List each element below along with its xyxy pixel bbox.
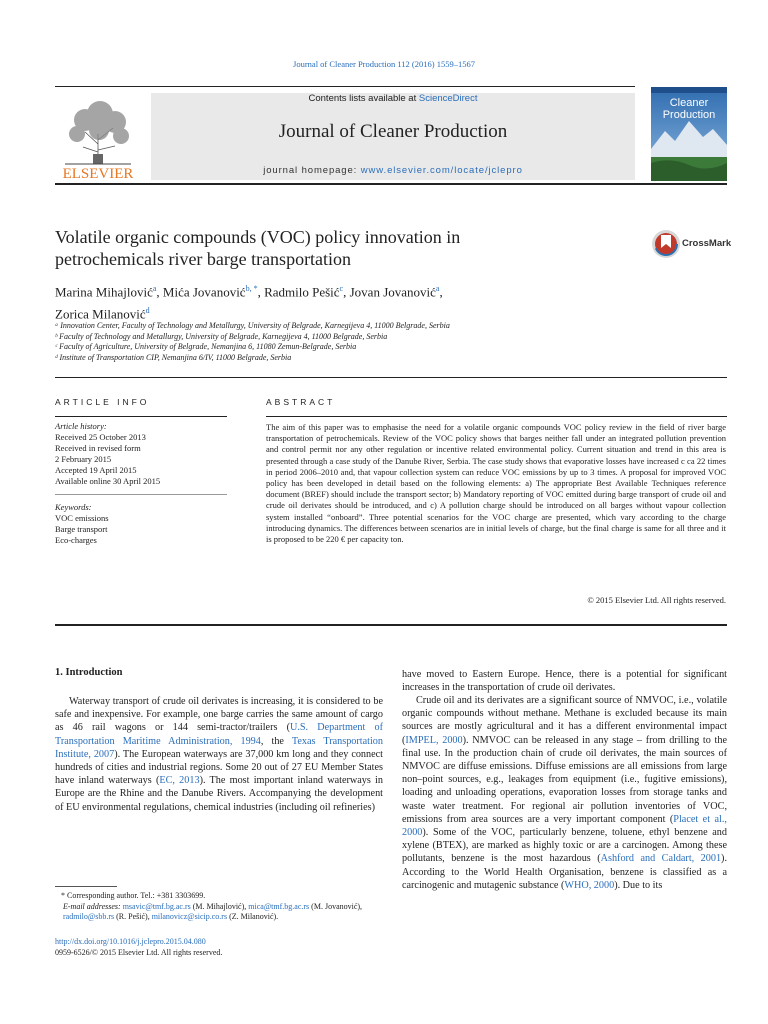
intro-paragraph-continued: have moved to Eastern Europe. Hence, there is a potential for significant increases in the transportation of crude oil derivates.	[402, 669, 727, 694]
author-name[interactable]: Mića Jovanović	[162, 284, 246, 300]
email-link[interactable]: milanovicz@sicip.co.rs	[151, 912, 228, 921]
crossmark-label: CrossMark	[682, 238, 732, 249]
email-link[interactable]: msavic@tmf.bg.ac.rs	[122, 901, 191, 911]
citation-link[interactable]: IMPEL, 2000	[405, 734, 463, 746]
header-rule-bottom	[55, 183, 727, 185]
elsevier-logo[interactable]	[55, 92, 141, 180]
history-item: Accepted 19 April 2015	[55, 465, 137, 475]
article-title-line2: petrochemicals river barge transportation	[55, 249, 352, 269]
cover-title-line1: Cleaner	[669, 97, 709, 109]
paragraph-text: , the	[260, 735, 292, 747]
journal-homepage-line	[151, 165, 635, 176]
header-rule-top	[55, 86, 635, 87]
article-info-rule	[55, 416, 227, 417]
section-rule-top	[55, 377, 727, 378]
keyword-item: Barge transport	[55, 524, 108, 534]
footnote-rule	[55, 886, 117, 887]
email-addresses	[55, 902, 383, 923]
author-name[interactable]: Radmilo Pešić	[264, 284, 340, 300]
citation-link[interactable]: WHO, 2000	[564, 879, 615, 891]
footnotes	[55, 891, 383, 923]
email-owner: (M. Mihajlović),	[190, 901, 249, 911]
paragraph-text: ). The European waterways are 37,000 km long and they connect hundreds of cities and industrial regions. Some 20 out of 27 EU Member States have inland waterways (	[55, 748, 383, 787]
author-separator: ,	[439, 284, 443, 300]
paragraph-text: ). The most important inland waterways in Europe are the Rhine and the Danube Rivers. Accompanying the development of EU environmental regulations, chemical industries (including oil refineries)	[55, 775, 383, 813]
paragraph-text: ). According to the World Health Organisation, benzene is classified as a carcinogenic and mutagenic substance (	[402, 853, 727, 891]
bottom-matter	[55, 937, 222, 958]
keyword-item: VOC emissions	[55, 513, 109, 523]
keywords-label: Keywords:	[55, 502, 92, 512]
keyword-item: Eco-charges	[55, 535, 97, 545]
elsevier-wordmark: ELSEVIER	[62, 166, 134, 180]
email-owner: (M. Jovanović),	[311, 901, 363, 911]
doi-link[interactable]: http://dx.doi.org/10.1016/j.jclepro.2015.04.080	[55, 937, 206, 946]
paragraph-text: ). NMVOC can be released in any stage – from drilling to the final use. In the production chain of crude oil derivates, the main sources of NMVOC are diffuse emissions. Diffuse emissions are all emissions from large non–point sources, e.g., leakages from equipment (i.e., fugitive emissions), loading and unloading operations, evaporation losses from storage tanks and waste water treatment. For regional air pollution inventories of VOC, emissions from area sources are a very important component (	[402, 734, 728, 825]
paragraph-text: ). Some of the VOC, particularly benzene, toluene, ethyl benzene and xylene (BTEX), are marked as highly toxic or are a carcinogen. Among these pollutants, benzene is the most hazardous (	[402, 827, 727, 865]
author-list	[55, 279, 575, 324]
abstract-heading: ABSTRACT	[266, 397, 336, 407]
email-owner: (R. Pešić),	[114, 912, 152, 921]
contents-prefix: Contents lists available at	[308, 93, 419, 104]
intro-paragraph-1	[55, 695, 383, 814]
author-affiliation-marker[interactable]: b, *	[245, 284, 258, 293]
author-affiliation-marker[interactable]: a	[152, 284, 157, 293]
corresponding-author-note: * Corresponding author. Tel.: +381 3303699.	[61, 891, 206, 900]
author-affiliation-marker[interactable]: a	[435, 284, 440, 293]
email-link[interactable]: radmilo@sbb.rs	[63, 912, 115, 921]
email-label: E-mail addresses:	[63, 901, 123, 911]
issn-copyright: 0959-6526/© 2015 Elsevier Ltd. All rights reserved.	[55, 947, 223, 957]
article-title	[55, 226, 615, 270]
intro-paragraph-2	[402, 694, 727, 892]
homepage-link[interactable]: www.elsevier.com/locate/jclepro	[360, 165, 523, 176]
keywords	[55, 502, 235, 546]
citation-link[interactable]: Ashford and Caldart, 2001	[600, 853, 722, 865]
affiliation-d: ᵈ Institute of Transportation CIP, Nemanjina 6/IV, 11000 Belgrade, Serbia	[55, 352, 292, 362]
author-separator: ,	[343, 284, 350, 300]
affiliation-a: ᵃ Innovation Center, Faculty of Technology and Metallurgy, University of Belgrade, Karnegijeva 4, 11000 Belgrade, Serbia	[55, 321, 450, 330]
section-rule-bottom	[55, 624, 727, 626]
affiliations	[55, 321, 615, 363]
history-item: 2 February 2015	[55, 454, 112, 464]
contents-line	[151, 93, 635, 104]
abstract-copyright: © 2015 Elsevier Ltd. All rights reserved.	[587, 595, 726, 605]
homepage-prefix: journal homepage:	[263, 165, 361, 176]
author-separator: ,	[156, 284, 163, 300]
journal-title: Journal of Cleaner Production	[278, 121, 508, 142]
history-item: Available online 30 April 2015	[55, 476, 161, 486]
citation-link[interactable]: EC, 2013	[159, 775, 200, 787]
email-link[interactable]: mica@tmf.bg.ac.rs	[248, 901, 310, 911]
citation-link[interactable]: U.S. Department of Transportation Maritime Administration, 1994	[55, 722, 383, 747]
email-owner: (Z. Milanović).	[227, 912, 279, 921]
cover-title-line2: Production	[662, 109, 716, 121]
abstract-text: The aim of this paper was to emphasise the need for a volatile organic compounds VOC policy review in the field of river barge transportation of petrochemicals. Review of the VOC policy shows that barges neither fall under an integrated pollution prevention and control permit nor any other regulation or incentive related environmental policy. Current situation and trend in this area is presented through a case study of the Danube River, Serbia. The case study shows that evaporative losses have increased c ca 22 times in period 2006–2010 and, that vapour collection system can reduce VOC emissions by up to 3 times. A proposal for improved VOC policy has been developed in detail based on the following elements: a) The appropriate Best Available Techniques reference document (BREF) should include the transport sector; b) Mandatory reporting of VOC emitted during barge transport of crude oil and crude oil derivates should be introduced, and c) A pollution charge should be introduced on all barges without vapour collection system installed “onboard”. Three potential scenarios for the VOC charge are presented, which vary according to the charge introducing dynamics. The differences between scenarios are in initial levels of charge, but the final charge is same for all three and it is proposed to be 220 € per capacity ton.	[266, 422, 726, 545]
author-name[interactable]: Zorica Milanović	[55, 306, 146, 322]
journal-reference[interactable]: Journal of Cleaner Production 112 (2016) 1559–1567	[293, 59, 475, 69]
abstract-rule	[266, 416, 727, 417]
history-item: Received in revised form	[55, 443, 141, 453]
affiliation-b: ᵇ Faculty of Technology and Metallurgy, University of Belgrade, Karnegijeva 4, 11000 Belgrade, Serbia	[55, 331, 388, 341]
section-heading-introduction: 1. Introduction	[55, 667, 123, 678]
crossmark-badge[interactable]	[651, 229, 741, 261]
author-affiliation-marker[interactable]: d	[145, 306, 150, 316]
crossmark-icon	[651, 229, 681, 259]
article-info-divider	[55, 494, 227, 495]
paragraph-text: ). Due to its	[614, 879, 663, 891]
article-history	[55, 421, 235, 487]
history-item: Received 25 October 2013	[55, 432, 146, 442]
citation-link[interactable]: Texas Transportation Institute, 2007	[55, 735, 383, 760]
paragraph-text: Waterway transport of crude oil derivates is increasing, it is considered to be safe and inexpensive. For example, one barge carries the same amount of cargo as 46 rail wagons or 144 semi-tractor/trailers (	[55, 696, 383, 734]
paragraph-text: Crude oil and its derivates are a significant source of NMVOC, i.e., volatile organic compounds without methane. Methane is excluded because its main sources are mostly agricultural and it has a different environmental impact (	[402, 695, 727, 746]
sciencedirect-link[interactable]: ScienceDirect	[418, 93, 478, 104]
author-separator: ,	[257, 284, 265, 300]
journal-cover-image[interactable]	[651, 87, 727, 181]
affiliation-c: ᶜ Faculty of Agriculture, University of Belgrade, Nemanjina 6, 11080 Zemun-Belgrade, Serbia	[55, 342, 357, 351]
author-name[interactable]: Marina Mihajlović	[55, 284, 153, 300]
article-title-line1: Volatile organic compounds (VOC) policy innovation in	[55, 227, 461, 247]
citation-link[interactable]: Placet et al., 2000	[402, 813, 727, 839]
history-label: Article history:	[55, 421, 107, 431]
author-name[interactable]: Jovan Jovanović	[349, 284, 436, 300]
author-affiliation-marker[interactable]: c	[339, 284, 344, 293]
article-info-heading: ARTICLE INFO	[55, 397, 150, 407]
